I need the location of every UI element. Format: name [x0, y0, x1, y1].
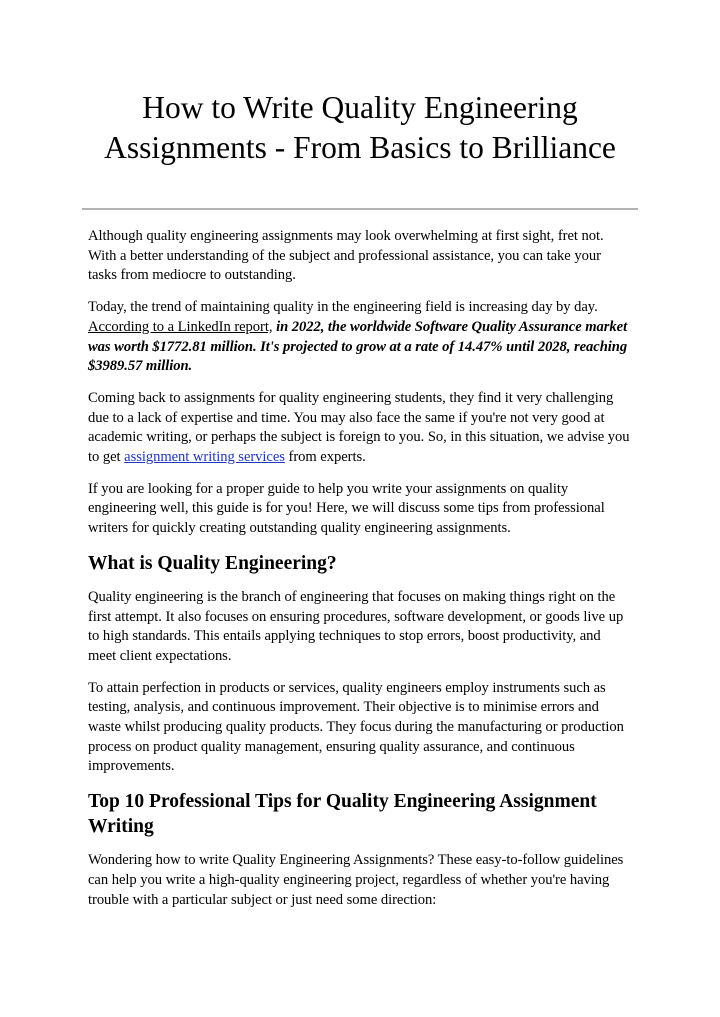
intro-paragraph-3	[88, 389, 632, 468]
title-divider	[82, 208, 638, 210]
intro-paragraph-2	[88, 298, 632, 377]
title-line-2: Assignments - From Basics to Brilliance	[104, 130, 616, 165]
document-body	[88, 227, 632, 910]
intro-paragraph-3-tail: from experts.	[288, 449, 366, 466]
section-heading-what-is-quality-engineering: What is Quality Engineering?	[88, 552, 337, 574]
section-2-paragraph-1: Wondering how to write Quality Engineering Assignments? These easy-to-follow guidelines can help you write a high-quality engineering project, regardless of whether you're having trouble with a particular subject or just need some direction:	[88, 852, 624, 908]
intro-paragraph-1: Although quality engineering assignments may look overwhelming at first sight, fret not. With a better understanding of the subject and professional assistance, you can take your tasks from mediocre to outstanding.	[88, 228, 604, 284]
assignment-writing-services-link[interactable]: assignment writing services	[124, 449, 285, 466]
linkedin-report-link[interactable]: According to a LinkedIn report,	[88, 318, 273, 335]
market-statistics-emphasis: in 2022, the worldwide Software Quality Assurance market was worth $1772.81 million. It's projected to grow at a rate of 14.47% until 2028, reaching $3989.57 million.	[88, 318, 628, 375]
section-1-paragraph-1: Quality engineering is the branch of engineering that focuses on making things right on the first attempt. It also focuses on ensuring procedures, software development, or goods live up to high standards. This entails applying techniques to stop errors, boost productivity, and meet client expectations.	[88, 588, 624, 664]
intro-paragraph-4: If you are looking for a proper guide to help you write your assignments on quality engineering well, this guide is for you! Here, we will discuss some tips from professional writers for quickly creating outstanding quality engineering assignments.	[88, 480, 605, 537]
section-1-paragraph-2: To attain perfection in products or services, quality engineers employ instruments such as testing, analysis, and continuous improvement. Their objective is to minimise errors and waste whilst producing quality products. They focus during the manufacturing or production process on product quality management, ensuring quality assurance, and continuous improvements.	[88, 679, 624, 775]
intro-paragraph-3-lead: Coming back to assignments for quality engineering students, they find it very challenging due to a lack of expertise and time. You may also face the same if you're not very good at academic writing, or perhaps the subject is foreign to you. So, in this situation, we advise you to get	[88, 389, 630, 466]
document-title	[88, 0, 632, 168]
intro-paragraph-2-lead: Today, the trend of maintaining quality in the engineering field is increasing day by day.	[88, 299, 598, 316]
section-heading-top-10-tips: Top 10 Professional Tips for Quality Engineering Assignment Writing	[88, 791, 597, 838]
title-line-1: How to Write Quality Engineering	[142, 90, 578, 125]
